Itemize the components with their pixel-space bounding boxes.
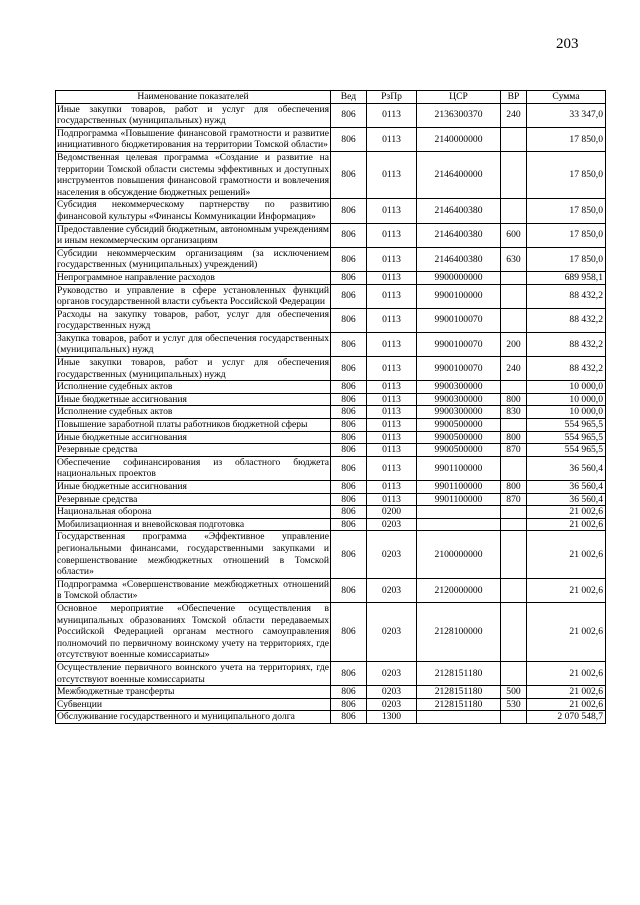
row-ved: 806 — [331, 711, 367, 724]
row-name: Обеспечение софинансирования из областного бюджета национальных проектов — [57, 456, 329, 480]
row-csr: 2128151180 — [417, 661, 501, 685]
row-ved: 806 — [331, 661, 367, 685]
row-vr: 870 — [501, 444, 527, 457]
row-ved: 806 — [331, 381, 367, 394]
row-rzpr: 0113 — [367, 493, 417, 506]
row-name: Расходы на закупку товаров, работ, услуг для обеспечения государственных нужд — [57, 308, 329, 332]
row-vr: 800 — [501, 431, 527, 444]
row-rzpr: 0113 — [367, 419, 417, 432]
row-ved: 806 — [331, 284, 367, 308]
table-row — [56, 602, 606, 661]
row-csr: 9900100000 — [417, 284, 501, 308]
row-vr: 240 — [501, 357, 527, 381]
row-ved: 806 — [331, 199, 367, 223]
row-name: Руководство и управление в сфере установленных функций органов государственной власти субъекта Российской Федерации — [57, 284, 329, 308]
row-vr — [501, 381, 527, 394]
row-ved: 806 — [331, 686, 367, 699]
row-name: Обслуживание государственного и муниципального долга — [56, 711, 331, 724]
row-csr: 9900300000 — [417, 393, 501, 406]
row-name: Государственная программа «Эффективное управление региональными финансами, государственными закупками и совершенствование межбюджетных отношений в Томской области» — [57, 531, 329, 578]
row-sum: 33 347,0 — [527, 103, 606, 127]
row-name: Резервные средства — [56, 444, 331, 457]
table-row — [56, 393, 606, 406]
row-sum: 21 002,6 — [527, 686, 606, 699]
row-csr: 2146400000 — [417, 151, 501, 198]
table-row — [56, 127, 606, 151]
row-sum: 21 002,6 — [527, 506, 606, 519]
table-row — [56, 308, 606, 332]
table-row — [56, 199, 606, 223]
row-ved: 806 — [331, 456, 367, 480]
row-ved: 806 — [331, 308, 367, 332]
row-csr: 9900000000 — [417, 271, 501, 284]
row-vr — [501, 602, 527, 661]
row-ved: 806 — [331, 357, 367, 381]
row-csr: 2136300370 — [417, 103, 501, 127]
row-vr: 500 — [501, 686, 527, 699]
row-ved: 806 — [331, 698, 367, 711]
row-vr — [501, 419, 527, 432]
row-rzpr: 0113 — [367, 247, 417, 271]
row-csr — [417, 506, 501, 519]
row-rzpr: 0113 — [367, 357, 417, 381]
row-vr — [501, 308, 527, 332]
row-sum: 21 002,6 — [527, 578, 606, 602]
row-sum: 21 002,6 — [527, 698, 606, 711]
row-sum: 17 850,0 — [527, 247, 606, 271]
row-sum: 36 560,4 — [527, 456, 606, 480]
row-csr: 9900500000 — [417, 419, 501, 432]
row-name: Подпрограмма «Повышение финансовой грамотности и развитие инициативного бюджетирования на территории Томской области» — [57, 127, 329, 151]
row-csr: 2100000000 — [417, 531, 501, 578]
table-row — [56, 406, 606, 419]
row-rzpr: 0113 — [367, 406, 417, 419]
row-name: Подпрограмма «Совершенствование межбюджетных отношений в Томской области» — [57, 578, 329, 602]
row-rzpr: 0203 — [367, 661, 417, 685]
header-ved: Вед — [331, 91, 367, 104]
row-sum: 88 432,2 — [527, 284, 606, 308]
row-ved: 806 — [331, 103, 367, 127]
row-rzpr: 0203 — [367, 602, 417, 661]
row-csr: 2128100000 — [417, 602, 501, 661]
row-csr: 2120000000 — [417, 578, 501, 602]
row-csr: 9900100070 — [417, 308, 501, 332]
page-number: 203 — [556, 36, 579, 52]
header-name: Наименование показателей — [56, 91, 331, 104]
row-csr: 9900500000 — [417, 444, 501, 457]
row-name: Иные закупки товаров, работ и услуг для обеспечения государственных (муниципальных) нужд — [57, 103, 329, 127]
budget-table — [55, 90, 606, 724]
row-vr: 200 — [501, 332, 527, 356]
row-sum: 17 850,0 — [527, 223, 606, 247]
table-row — [56, 103, 606, 127]
row-rzpr: 0113 — [367, 103, 417, 127]
row-name: Иные закупки товаров, работ и услуг для обеспечения государственных (муниципальных) нужд — [57, 357, 329, 380]
row-rzpr: 0203 — [367, 698, 417, 711]
row-name: Закупка товаров, работ и услуг для обеспечения государственных (муниципальных) нужд — [57, 332, 329, 356]
row-ved: 806 — [331, 506, 367, 519]
table-row — [56, 332, 606, 356]
row-sum: 21 002,6 — [527, 661, 606, 685]
row-vr: 630 — [501, 247, 527, 271]
row-ved: 806 — [331, 393, 367, 406]
table-row — [56, 357, 606, 381]
row-ved: 806 — [331, 481, 367, 494]
row-vr — [501, 711, 527, 724]
table-row — [56, 698, 606, 711]
row-ved: 806 — [331, 493, 367, 506]
row-vr — [501, 284, 527, 308]
row-rzpr: 0113 — [367, 481, 417, 494]
row-csr: 9900100070 — [417, 357, 501, 381]
row-rzpr: 0113 — [367, 381, 417, 394]
row-rzpr: 0113 — [367, 284, 417, 308]
row-vr: 600 — [501, 223, 527, 247]
row-vr — [501, 661, 527, 685]
row-rzpr: 0113 — [367, 127, 417, 151]
row-name: Субвенции — [56, 698, 331, 711]
row-ved: 806 — [331, 247, 367, 271]
row-ved: 806 — [331, 271, 367, 284]
row-csr: 2146400380 — [417, 247, 501, 271]
row-vr: 870 — [501, 493, 527, 506]
row-rzpr: 0203 — [367, 686, 417, 699]
header-rzpr: РзПр — [367, 91, 417, 104]
row-name: Предоставление субсидий бюджетным, автономным учреждениям и иным некоммерческим организациям — [57, 223, 329, 247]
row-vr: 800 — [501, 481, 527, 494]
row-csr: 9901100000 — [417, 481, 501, 494]
row-csr: 9901100000 — [417, 493, 501, 506]
row-rzpr: 0203 — [367, 578, 417, 602]
row-vr: 800 — [501, 393, 527, 406]
table-row — [56, 381, 606, 394]
row-rzpr: 0113 — [367, 444, 417, 457]
row-sum: 554 965,5 — [527, 419, 606, 432]
row-ved: 806 — [331, 332, 367, 356]
row-rzpr: 1300 — [367, 711, 417, 724]
row-vr: 830 — [501, 406, 527, 419]
table-row — [56, 518, 606, 531]
row-name: Непрограммное направление расходов — [56, 271, 331, 284]
header-csr: ЦСР — [417, 91, 501, 104]
row-ved: 806 — [331, 602, 367, 661]
row-sum: 2 070 548,7 — [527, 711, 606, 724]
row-csr: 2140000000 — [417, 127, 501, 151]
header-vr: ВР — [501, 91, 527, 104]
row-rzpr: 0113 — [367, 199, 417, 223]
row-ved: 806 — [331, 151, 367, 198]
row-ved: 806 — [331, 406, 367, 419]
row-name: Мобилизационная и вневойсковая подготовка — [56, 518, 331, 531]
row-vr — [501, 199, 527, 223]
row-vr — [501, 456, 527, 480]
table-row — [56, 271, 606, 284]
row-name: Исполнение судебных актов — [56, 406, 331, 419]
row-name: Национальная оборона — [56, 506, 331, 519]
row-sum: 17 850,0 — [527, 199, 606, 223]
row-csr: 2146400380 — [417, 223, 501, 247]
row-csr — [417, 518, 501, 531]
row-sum: 17 850,0 — [527, 127, 606, 151]
table-row — [56, 456, 606, 480]
row-sum: 88 432,2 — [527, 332, 606, 356]
row-ved: 806 — [331, 531, 367, 578]
row-csr: 9900300000 — [417, 406, 501, 419]
table-row — [56, 711, 606, 724]
row-rzpr: 0113 — [367, 223, 417, 247]
row-vr: 240 — [501, 103, 527, 127]
row-rzpr: 0203 — [367, 531, 417, 578]
row-rzpr: 0113 — [367, 393, 417, 406]
row-ved: 806 — [331, 223, 367, 247]
row-rzpr: 0113 — [367, 271, 417, 284]
row-vr — [501, 518, 527, 531]
row-ved: 806 — [331, 431, 367, 444]
row-vr — [501, 271, 527, 284]
table-row — [56, 284, 606, 308]
row-vr — [501, 578, 527, 602]
table-row — [56, 444, 606, 457]
row-vr: 530 — [501, 698, 527, 711]
row-sum: 21 002,6 — [527, 531, 606, 578]
row-csr: 2128151180 — [417, 686, 501, 699]
table-row — [56, 419, 606, 432]
row-name: Резервные средства — [56, 493, 331, 506]
row-csr: 9900300000 — [417, 381, 501, 394]
row-sum: 689 958,1 — [527, 271, 606, 284]
row-name: Основное мероприятие «Обеспечение осуществления в муниципальных образованиях Томской области передаваемых Российской Федерацией органам местного самоуправления полномочий по первичному воинскому учету на территориях, где отсутствуют военные комиссариаты» — [57, 602, 329, 661]
row-csr — [417, 711, 501, 724]
row-ved: 806 — [331, 419, 367, 432]
row-name: Субсидии некоммерческим организациям (за исключением государственных (муниципальных) учреждений) — [57, 247, 329, 271]
row-csr: 9900500000 — [417, 431, 501, 444]
row-rzpr: 0200 — [367, 506, 417, 519]
row-ved: 806 — [331, 444, 367, 457]
row-name: Субсидия некоммерческому партнерству по развитию финансовой культуры «Финансы Коммуникации Информация» — [57, 199, 329, 222]
header-sum: Сумма — [527, 91, 606, 104]
table-row — [56, 223, 606, 247]
row-rzpr: 0203 — [367, 518, 417, 531]
row-rzpr: 0113 — [367, 332, 417, 356]
row-name: Межбюджетные трансферты — [56, 686, 331, 699]
table-header-row — [56, 91, 606, 104]
row-sum: 36 560,4 — [527, 493, 606, 506]
row-sum: 88 432,2 — [527, 357, 606, 381]
row-csr: 2128151180 — [417, 698, 501, 711]
row-ved: 806 — [331, 578, 367, 602]
table-row — [56, 247, 606, 271]
row-sum: 21 002,6 — [527, 518, 606, 531]
row-sum: 17 850,0 — [527, 151, 606, 198]
row-csr: 2146400380 — [417, 199, 501, 223]
table-row — [56, 578, 606, 602]
table-row — [56, 493, 606, 506]
table-row — [56, 151, 606, 198]
row-rzpr: 0113 — [367, 431, 417, 444]
row-name: Иные бюджетные ассигнования — [56, 431, 331, 444]
row-vr — [501, 506, 527, 519]
table-row — [56, 481, 606, 494]
row-vr — [501, 531, 527, 578]
row-csr: 9901100000 — [417, 456, 501, 480]
row-name: Иные бюджетные ассигнования — [56, 393, 331, 406]
row-ved: 806 — [331, 518, 367, 531]
row-sum: 554 965,5 — [527, 431, 606, 444]
table-row — [56, 531, 606, 578]
table-row — [56, 506, 606, 519]
row-sum: 21 002,6 — [527, 602, 606, 661]
row-rzpr: 0113 — [367, 308, 417, 332]
table-row — [56, 661, 606, 685]
row-rzpr: 0113 — [367, 151, 417, 198]
row-ved: 806 — [331, 127, 367, 151]
row-sum: 10 000,0 — [527, 406, 606, 419]
row-name: Повышение заработной платы работников бюджетной сферы — [56, 419, 331, 432]
row-sum: 88 432,2 — [527, 308, 606, 332]
row-name: Ведомственная целевая программа «Создание и развитие на территории Томской области системы эффективных и доступных инструментов повышения финансовой грамотности и вовлечения населения в обсуждение бюджетных решений» — [57, 151, 329, 198]
row-sum: 36 560,4 — [527, 481, 606, 494]
row-vr — [501, 151, 527, 198]
table-row — [56, 431, 606, 444]
row-name: Осуществление первичного воинского учета на территориях, где отсутствуют военные комиссариаты — [57, 661, 329, 685]
row-name: Иные бюджетные ассигнования — [56, 481, 331, 494]
row-csr: 9900100070 — [417, 332, 501, 356]
row-vr — [501, 127, 527, 151]
table-row — [56, 686, 606, 699]
row-name: Исполнение судебных актов — [56, 381, 331, 394]
row-sum: 554 965,5 — [527, 444, 606, 457]
row-sum: 10 000,0 — [527, 393, 606, 406]
row-sum: 10 000,0 — [527, 381, 606, 394]
row-rzpr: 0113 — [367, 456, 417, 480]
